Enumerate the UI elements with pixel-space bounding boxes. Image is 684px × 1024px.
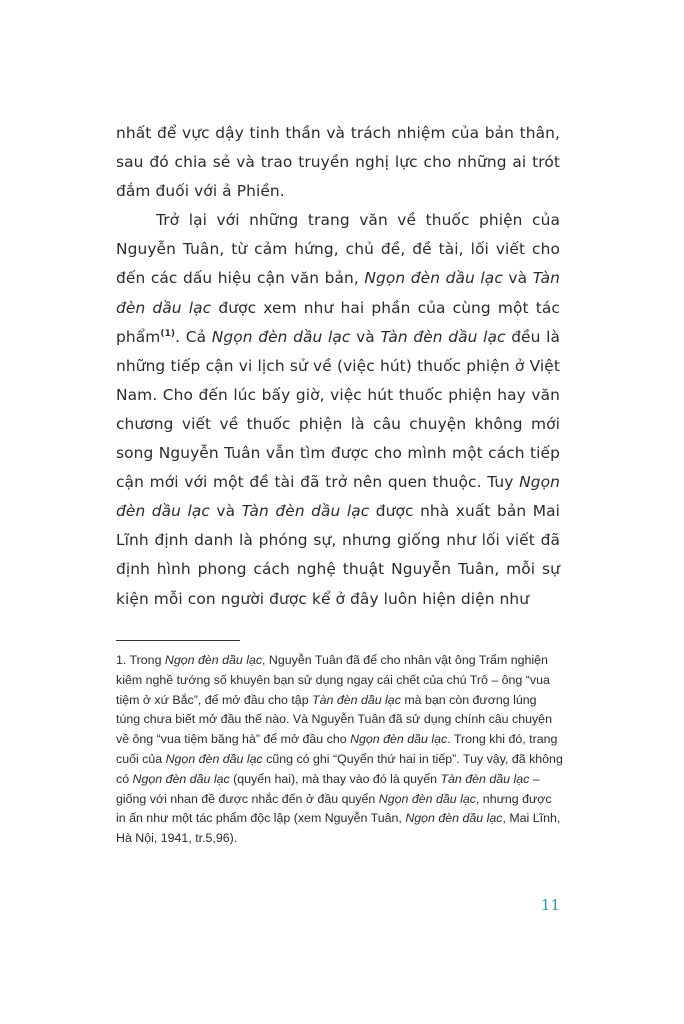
text-run: , nhưng được in ấn như một tác phẩm độc lập (xem Nguyễn Tuân, (116, 791, 552, 826)
text-run: và (209, 502, 242, 521)
book-title: Ngọn đèn dầu lạc (116, 473, 560, 521)
footnote-reference[interactable]: (1) (160, 328, 176, 339)
book-title: Ngọn đèn dầu lạc (164, 653, 263, 667)
text-run: Trở lại với những trang văn về thuốc phiện của Nguyễn Tuân, từ cảm hứng, chủ đề, đề tài, lối viết cho đến các dấu hiệu cận văn bản, (116, 211, 560, 288)
book-title: Tàn đèn dầu lạc (312, 692, 401, 707)
footnote-divider (116, 640, 240, 641)
text-run: mà bạn còn đương lúng túng chưa biết mở đầu thế nào. Và Nguyễn Tuân đã sử dụng chính câu chuyện về ông “vua tiệm băng hà” để mở đầu cho (116, 692, 552, 747)
paragraph-1 (116, 119, 560, 206)
book-title: Ngọn đèn dầu lạc (378, 791, 476, 806)
book-title: Tàn đèn dầu lạc (380, 327, 506, 346)
text-run: và (350, 327, 381, 346)
book-title: Ngọn đèn dầu lạc (350, 732, 448, 747)
book-title: Ngọn đèn dầu lạc (364, 269, 503, 288)
text-run: và (502, 269, 533, 288)
text-run: được nhà xuất bản Mai Lĩnh định danh là phóng sự, nhưng giống như lối viết đã định hình phong cách nghệ thuật Nguyễn Tuân, mỗi sự kiện mỗi con người được kể ở đây luôn hiện diện như (116, 502, 560, 608)
text-run: được xem như hai phần của cùng một tác phẩm (116, 298, 560, 346)
book-title: Tàn đèn dầu lạc (241, 502, 370, 521)
main-text (116, 119, 560, 614)
book-title: Ngọn đèn dầu lạc (165, 751, 263, 766)
text-run: cũng có ghi “Quyển thứ hai in tiếp”. Tuy vậy, đã không có (116, 751, 563, 786)
paragraph-2 (116, 206, 560, 613)
text-run: nhất để vực dậy tinh thần và trách nhiệm của bản thân, sau đó chia sẻ và trao truyền nghị lực cho những ai trót đắm đuối với ả Phiền. (116, 124, 560, 201)
text-run: (quyển hai), mà thay vào đó là quyển (229, 771, 441, 786)
text-run: – giống với nhan đề được nhắc đến ở đầu quyển (116, 771, 540, 806)
text-run: . Cả (175, 327, 212, 346)
book-title: Ngọn đèn dầu lạc (211, 327, 351, 346)
book-title: Tàn đèn dầu lạc (440, 771, 530, 786)
text-run: đều là những tiếp cận vi lịch sử về (việc hút) thuốc phiện ở Việt Nam. Cho đến lúc bấy giờ, việc hút thuốc phiện hay văn chương viết về thuốc phiện là câu chuyện không mới song Nguyễn Tuân vẫn tìm được cho mình một cách tiếp cận mới với một đề tài đã trở nên quen thuộc. Tuy (116, 327, 561, 492)
text-run: , Nguyễn Tuân đã để cho nhân vật ông Trẩm nghiện kiêm nghề tướng số khuyên bạn sử dụng ngay cái chết của chú Trô – ông “vua tiệm ở xứ Bắc”, để mở đầu cho tập (116, 653, 550, 707)
text-run: , Mai Lĩnh, Hà Nội, 1941, tr.5,96). (116, 811, 561, 846)
book-title: Ngọn đèn dầu lạc (132, 771, 230, 786)
book-title: Tàn đèn dầu lạc (116, 269, 560, 317)
text-run: . Trong khi đó, trang cuối của (116, 732, 558, 766)
text-run: 1. Trong (116, 653, 165, 667)
footnote-1 (116, 651, 564, 849)
book-title: Ngọn đèn dầu lạc (405, 811, 503, 826)
page-number: 11 (540, 896, 560, 914)
